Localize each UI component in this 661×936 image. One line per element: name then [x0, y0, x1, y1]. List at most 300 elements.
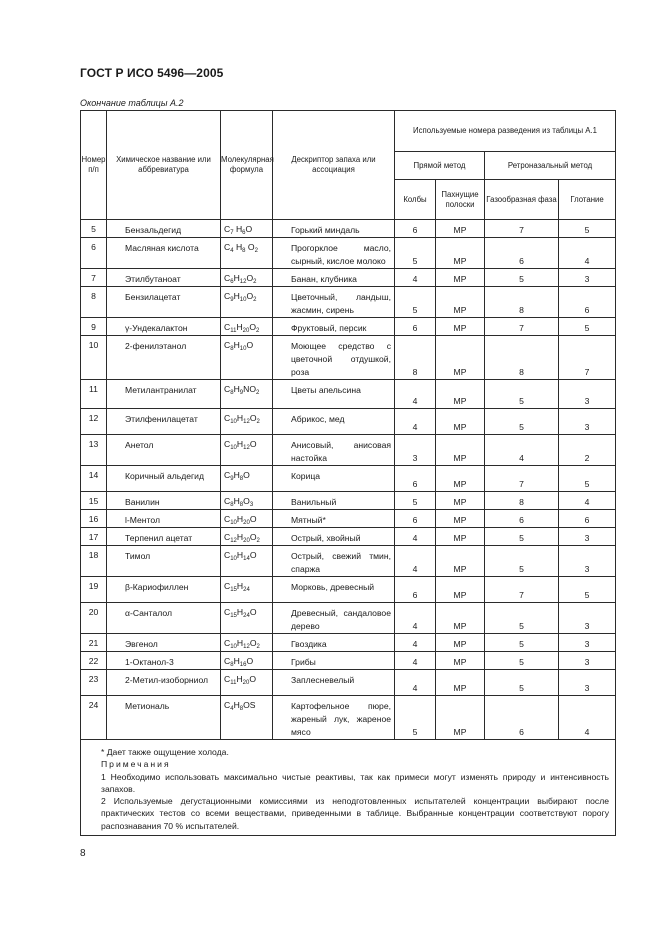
strips-value: МР: [436, 336, 485, 380]
chemical-name: Этилфенилацетат: [107, 409, 221, 435]
flasks-value: 4: [395, 409, 436, 435]
row-number: 5: [81, 220, 107, 238]
swallow-value: 3: [559, 634, 616, 652]
row-number: 13: [81, 435, 107, 466]
formula-part: O: [249, 514, 257, 524]
chemical-name: Коричный альдегид: [107, 466, 221, 492]
molecular-formula: [221, 546, 273, 577]
formula-part: O: [243, 470, 250, 480]
gaseous-value: 8: [485, 492, 559, 510]
molecular-formula: [221, 409, 273, 435]
strips-value: МР: [436, 577, 485, 603]
odor-descriptor: Мятный*: [273, 510, 395, 528]
strips-value: МР: [436, 269, 485, 287]
molecular-formula: [221, 336, 273, 380]
formula-part: C: [224, 273, 231, 283]
gaseous-value: 7: [485, 318, 559, 336]
formula-subscript: 8: [239, 706, 244, 712]
gaseous-value: 7: [485, 466, 559, 492]
table-row: [81, 510, 616, 528]
swallow-value: 3: [559, 409, 616, 435]
formula-subscript: 12: [243, 419, 250, 425]
flasks-value: 4: [395, 603, 436, 634]
chemical-name: 2-фенилэтанол: [107, 336, 221, 380]
formula-part: C: [224, 550, 231, 560]
formula-subscript: 10: [239, 297, 247, 303]
formula-part: C: [224, 581, 231, 591]
header-retronasal-method: Ретроназальный метод: [485, 152, 616, 180]
swallow-value: 3: [559, 269, 616, 287]
formula-subscript: 6: [230, 279, 234, 285]
molecular-formula: [221, 528, 273, 546]
formula-subscript: 9: [230, 297, 234, 303]
chemical-name: β-Кариофиллен: [107, 577, 221, 603]
formula-subscript: 2: [256, 419, 260, 425]
header-name: Химическое название или аббревиатура: [107, 111, 221, 220]
header-flasks: Колбы: [395, 180, 436, 220]
formula-part: C: [224, 322, 231, 332]
table-row: [81, 220, 616, 238]
header-dilution-group: Используемые номера разведения из таблицы А.1: [395, 111, 616, 152]
formula-part: C: [224, 242, 231, 252]
formula-part: H: [236, 607, 244, 617]
flasks-value: 4: [395, 546, 436, 577]
formula-subscript: 8: [230, 502, 234, 508]
molecular-formula: [221, 435, 273, 466]
table-body: [81, 220, 616, 740]
formula-subscript: 10: [230, 556, 237, 562]
molecular-formula: [221, 670, 273, 696]
odor-descriptor: Заплесневелый: [273, 670, 395, 696]
formula-subscript: 24: [243, 587, 250, 593]
row-number: 12: [81, 409, 107, 435]
flasks-value: 3: [395, 435, 436, 466]
chemical-name: Анетол: [107, 435, 221, 466]
swallow-value: 6: [559, 287, 616, 318]
strips-value: МР: [436, 546, 485, 577]
formula-part: O: [245, 224, 253, 234]
molecular-formula: [221, 634, 273, 652]
odor-descriptor: Морковь, древесный: [273, 577, 395, 603]
molecular-formula: [221, 238, 273, 269]
chemical-name: Масляная кислота: [107, 238, 221, 269]
table-row: [81, 435, 616, 466]
strips-value: МР: [436, 318, 485, 336]
formula-subscript: 12: [239, 279, 247, 285]
page-number: 8: [80, 848, 86, 859]
table-row: [81, 269, 616, 287]
header-strips: Пахнущие полоски: [436, 180, 485, 220]
formula-part: H: [233, 242, 243, 252]
strips-value: МР: [436, 634, 485, 652]
table-caption: Окончание таблицы А.2: [80, 98, 184, 108]
formula-subscript: 24: [243, 613, 250, 619]
molecular-formula: [221, 652, 273, 670]
formula-part: O: [249, 674, 257, 684]
strips-value: МР: [436, 528, 485, 546]
row-number: 23: [81, 670, 107, 696]
gaseous-value: 8: [485, 287, 559, 318]
formula-part: H: [233, 291, 240, 301]
row-number: 19: [81, 577, 107, 603]
strips-value: МР: [436, 696, 485, 740]
note-1: 1 Необходимо использовать максимально чистые реактивы, так как примеси могут изменять природу и интенсивность запахов.: [101, 771, 610, 794]
formula-subscript: 10: [230, 445, 237, 451]
molecular-formula: [221, 220, 273, 238]
formula-part: O: [249, 439, 257, 449]
notes-title: Примечания: [101, 759, 171, 770]
strips-value: МР: [436, 670, 485, 696]
formula-part: H: [236, 514, 244, 524]
odor-descriptor: Острый, свежий тмин, спаржа: [273, 546, 395, 577]
formula-part: C: [224, 532, 231, 542]
table-row: [81, 652, 616, 670]
chemical-name: l-Ментол: [107, 510, 221, 528]
formula-part: C: [224, 470, 231, 480]
flasks-value: 5: [395, 696, 436, 740]
chemical-name: α-Санталол: [107, 603, 221, 634]
footnote-star: * Дает также ощущение холода.: [101, 747, 229, 757]
table-row: [81, 577, 616, 603]
formula-part: OS: [243, 700, 256, 710]
flasks-value: 6: [395, 466, 436, 492]
row-number: 8: [81, 287, 107, 318]
formula-part: C: [224, 638, 231, 648]
formula-part: H: [236, 674, 243, 684]
table-row: [81, 336, 616, 380]
table-row: [81, 238, 616, 269]
strips-value: МР: [436, 220, 485, 238]
swallow-value: 4: [559, 696, 616, 740]
strips-value: МР: [436, 492, 485, 510]
flasks-value: 6: [395, 510, 436, 528]
chemical-name: Бензилацетат: [107, 287, 221, 318]
formula-part: H: [236, 322, 243, 332]
header-direct-method: Прямой метод: [395, 152, 485, 180]
formula-part: C: [224, 496, 231, 506]
formula-subscript: 15: [230, 587, 237, 593]
gaseous-value: 7: [485, 577, 559, 603]
gaseous-value: 6: [485, 510, 559, 528]
gaseous-value: 5: [485, 380, 559, 409]
odor-descriptor: Прогорклое масло, сырный, кислое молоко: [273, 238, 395, 269]
chemical-name: Бензальдегид: [107, 220, 221, 238]
odor-descriptor: Древесный, сандаловое дерево: [273, 603, 395, 634]
formula-part: H: [233, 470, 240, 480]
formula-part: H: [236, 413, 244, 423]
table-header: [81, 111, 616, 220]
chemical-name: Метилантранилат: [107, 380, 221, 409]
formula-part: H: [233, 273, 240, 283]
formula-subscript: 10: [239, 346, 247, 352]
gaseous-value: 7: [485, 220, 559, 238]
formula-part: NO: [243, 384, 257, 394]
formula-subscript: 16: [239, 662, 247, 668]
chemical-name: Ванилин: [107, 492, 221, 510]
row-number: 22: [81, 652, 107, 670]
formula-subscript: 12: [230, 538, 237, 544]
formula-subscript: 9: [230, 476, 234, 482]
row-number: 24: [81, 696, 107, 740]
flasks-value: 4: [395, 652, 436, 670]
row-number: 10: [81, 336, 107, 380]
swallow-value: 7: [559, 336, 616, 380]
flasks-value: 5: [395, 238, 436, 269]
formula-part: C: [224, 224, 231, 234]
odor-table: [80, 110, 616, 836]
strips-value: МР: [436, 380, 485, 409]
table-row: [81, 546, 616, 577]
molecular-formula: [221, 492, 273, 510]
document-title: ГОСТ Р ИСО 5496—2005: [80, 66, 224, 80]
flasks-value: 4: [395, 380, 436, 409]
gaseous-value: 5: [485, 546, 559, 577]
formula-subscript: 12: [243, 644, 250, 650]
gaseous-value: 5: [485, 409, 559, 435]
gaseous-value: 6: [485, 696, 559, 740]
strips-value: МР: [436, 466, 485, 492]
gaseous-value: 8: [485, 336, 559, 380]
strips-value: МР: [436, 603, 485, 634]
chemical-name: Терпенил ацетат: [107, 528, 221, 546]
molecular-formula: [221, 269, 273, 287]
formula-part: C: [224, 439, 231, 449]
formula-part: O: [249, 550, 257, 560]
swallow-value: 6: [559, 510, 616, 528]
formula-part: H: [233, 340, 240, 350]
molecular-formula: [221, 696, 273, 740]
table-row: [81, 603, 616, 634]
strips-value: МР: [436, 652, 485, 670]
chemical-name: 2-Метил-изоборниол: [107, 670, 221, 696]
formula-subscript: 4: [230, 248, 234, 254]
row-number: 20: [81, 603, 107, 634]
odor-descriptor: Грибы: [273, 652, 395, 670]
swallow-value: 5: [559, 220, 616, 238]
molecular-formula: [221, 318, 273, 336]
strips-value: МР: [436, 287, 485, 318]
odor-descriptor: Картофельное пюре, жареный лук, жареное мясо: [273, 696, 395, 740]
row-number: 16: [81, 510, 107, 528]
note-2: 2 Используемые дегустационными комиссиями из неподготовленных испытателей концентрации выбирают после практических тестов со всеми веществами, приведенными в таблице. Выбранные концентрации соответствуют порогу распознавания 70 % испытателей.: [101, 796, 610, 831]
strips-value: МР: [436, 238, 485, 269]
formula-subscript: 10: [230, 520, 237, 526]
formula-subscript: 2: [256, 644, 260, 650]
formula-part: H: [236, 638, 244, 648]
formula-subscript: 8: [230, 390, 234, 396]
molecular-formula: [221, 603, 273, 634]
molecular-formula: [221, 577, 273, 603]
formula-subscript: 2: [254, 248, 258, 254]
formula-subscript: 6: [242, 230, 246, 236]
chemical-name: Метиональ: [107, 696, 221, 740]
formula-part: O: [246, 291, 254, 301]
table-row: [81, 492, 616, 510]
odor-descriptor: Ванильный: [273, 492, 395, 510]
odor-descriptor: Цветы апельсина: [273, 380, 395, 409]
row-number: 17: [81, 528, 107, 546]
formula-part: O: [249, 532, 257, 542]
formula-subscript: 9: [239, 390, 244, 396]
chemical-name: Этилбутаноат: [107, 269, 221, 287]
gaseous-value: 5: [485, 269, 559, 287]
flasks-value: 5: [395, 492, 436, 510]
formula-subscript: 8: [230, 662, 234, 668]
header-swallow: Глотание: [559, 180, 616, 220]
formula-subscript: 20: [243, 538, 250, 544]
gaseous-value: 5: [485, 634, 559, 652]
header-num: Номер п/п: [81, 111, 107, 220]
row-number: 21: [81, 634, 107, 652]
formula-subscript: 10: [230, 644, 237, 650]
table-row: [81, 634, 616, 652]
swallow-value: 5: [559, 577, 616, 603]
table-row: [81, 380, 616, 409]
chemical-name: γ-Ундекалактон: [107, 318, 221, 336]
formula-subscript: 8: [239, 476, 244, 482]
swallow-value: 3: [559, 603, 616, 634]
gaseous-value: 6: [485, 238, 559, 269]
formula-part: O: [246, 340, 254, 350]
chemical-name: Тимол: [107, 546, 221, 577]
formula-subscript: 2: [253, 279, 257, 285]
formula-part: H: [233, 700, 240, 710]
formula-subscript: 8: [242, 248, 246, 254]
odor-descriptor: Корица: [273, 466, 395, 492]
strips-value: МР: [436, 510, 485, 528]
row-number: 14: [81, 466, 107, 492]
formula-subscript: 11: [230, 328, 237, 334]
flasks-value: 8: [395, 336, 436, 380]
gaseous-value: 5: [485, 652, 559, 670]
table-row: [81, 696, 616, 740]
formula-subscript: 11: [230, 680, 237, 686]
flasks-value: 5: [395, 287, 436, 318]
formula-part: H: [236, 532, 244, 542]
formula-subscript: 3: [249, 502, 254, 508]
molecular-formula: [221, 466, 273, 492]
table-row: [81, 466, 616, 492]
swallow-value: 4: [559, 238, 616, 269]
formula-part: C: [224, 674, 231, 684]
formula-part: H: [233, 496, 240, 506]
odor-descriptor: Цветочный, ландыш, жасмин, сирень: [273, 287, 395, 318]
odor-descriptor: Фруктовый, персик: [273, 318, 395, 336]
formula-part: H: [236, 581, 244, 591]
formula-part: H: [233, 384, 240, 394]
swallow-value: 2: [559, 435, 616, 466]
formula-part: H: [236, 550, 244, 560]
flasks-value: 4: [395, 670, 436, 696]
molecular-formula: [221, 287, 273, 318]
formula-subscript: 8: [230, 346, 234, 352]
swallow-value: 3: [559, 528, 616, 546]
table-row: [81, 318, 616, 336]
formula-subscript: 2: [256, 328, 260, 334]
header-descriptor: Дескриптор запаха или ассоциация: [273, 111, 395, 220]
formula-part: O: [246, 273, 254, 283]
flasks-value: 6: [395, 220, 436, 238]
formula-part: C: [224, 291, 231, 301]
formula-part: H: [233, 656, 240, 666]
row-number: 7: [81, 269, 107, 287]
formula-part: C: [224, 656, 231, 666]
gaseous-value: 5: [485, 603, 559, 634]
formula-subscript: 10: [230, 419, 237, 425]
table-row: [81, 287, 616, 318]
row-number: 18: [81, 546, 107, 577]
odor-descriptor: Горький миндаль: [273, 220, 395, 238]
formula-part: O: [249, 638, 257, 648]
table-row: [81, 409, 616, 435]
gaseous-value: 5: [485, 528, 559, 546]
gaseous-value: 4: [485, 435, 559, 466]
formula-part: O: [249, 607, 257, 617]
formula-part: O: [246, 656, 254, 666]
strips-value: МР: [436, 409, 485, 435]
formula-part: O: [249, 322, 257, 332]
formula-part: O: [243, 496, 250, 506]
formula-subscript: 12: [243, 445, 250, 451]
swallow-value: 3: [559, 670, 616, 696]
odor-descriptor: Банан, клубника: [273, 269, 395, 287]
odor-descriptor: Абрикос, мед: [273, 409, 395, 435]
table-footer: [81, 740, 616, 836]
swallow-value: 5: [559, 466, 616, 492]
molecular-formula: [221, 510, 273, 528]
formula-part: H: [236, 439, 244, 449]
table-row: [81, 670, 616, 696]
formula-subscript: 14: [243, 556, 250, 562]
formula-part: C: [224, 384, 231, 394]
strips-value: МР: [436, 435, 485, 466]
odor-descriptor: Острый, хвойный: [273, 528, 395, 546]
formula-part: C: [224, 340, 231, 350]
flasks-value: 6: [395, 577, 436, 603]
formula-part: C: [224, 607, 231, 617]
formula-subscript: 2: [256, 538, 260, 544]
formula-subscript: 20: [242, 680, 250, 686]
header-formula: Молекулярная формула: [221, 111, 273, 220]
formula-subscript: 15: [230, 613, 237, 619]
table-row: [81, 528, 616, 546]
flasks-value: 4: [395, 528, 436, 546]
flasks-value: 6: [395, 318, 436, 336]
formula-part: H: [233, 224, 243, 234]
formula-subscript: 20: [243, 520, 250, 526]
swallow-value: 5: [559, 318, 616, 336]
formula-part: C: [224, 514, 231, 524]
flasks-value: 4: [395, 269, 436, 287]
swallow-value: 3: [559, 380, 616, 409]
row-number: 9: [81, 318, 107, 336]
odor-descriptor: Гвоздика: [273, 634, 395, 652]
formula-part: C: [224, 413, 231, 423]
formula-subscript: 2: [253, 297, 257, 303]
swallow-value: 3: [559, 546, 616, 577]
gaseous-value: 5: [485, 670, 559, 696]
formula-subscript: 8: [239, 502, 244, 508]
formula-part: O: [245, 242, 255, 252]
formula-subscript: 7: [230, 230, 234, 236]
row-number: 6: [81, 238, 107, 269]
formula-part: C: [224, 700, 231, 710]
header-gaseous: Газообразная фаза: [485, 180, 559, 220]
formula-subscript: 2: [256, 390, 260, 396]
row-number: 11: [81, 380, 107, 409]
swallow-value: 4: [559, 492, 616, 510]
molecular-formula: [221, 380, 273, 409]
